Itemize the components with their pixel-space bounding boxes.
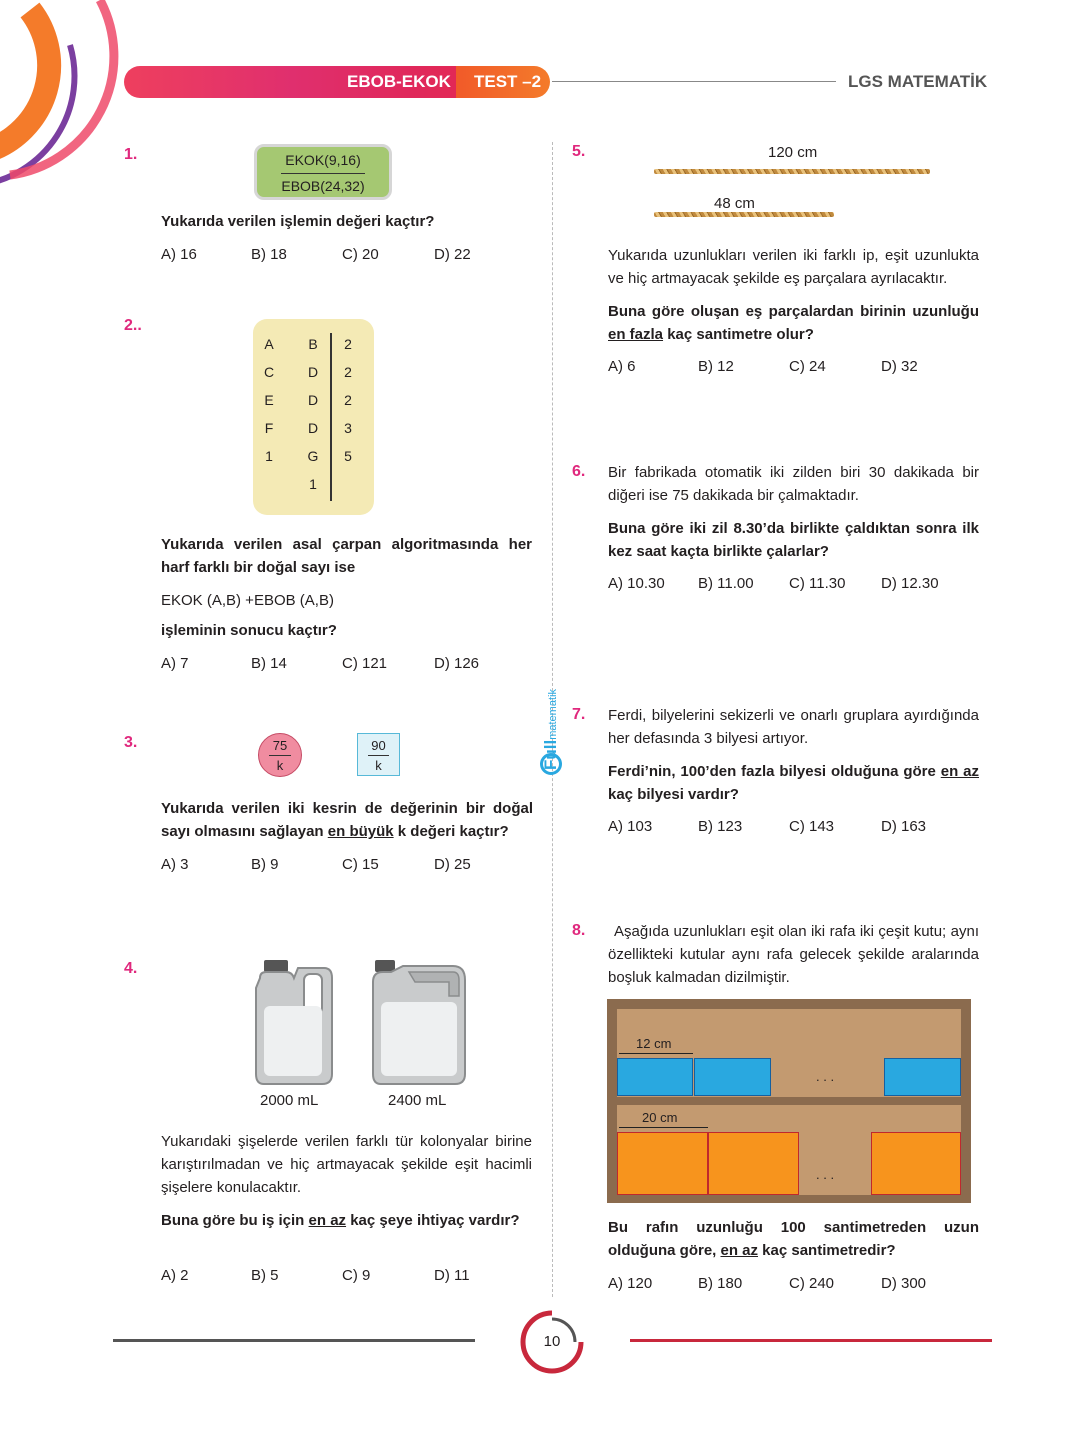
q3-number: 3.	[124, 734, 138, 751]
corner-decoration	[0, 0, 120, 200]
canister-icon	[369, 958, 469, 1086]
q4-question-a: Buna göre bu iş için	[161, 1212, 309, 1229]
q2-question2: işleminin sonucu kaçtır?	[161, 622, 337, 639]
q6-option-d[interactable]: D) 12.30	[881, 575, 939, 592]
q2-cell: 1	[265, 448, 273, 464]
brand-logo	[536, 665, 570, 780]
q8-bottom-dots: . . .	[816, 1167, 835, 1182]
footer-rule-left	[113, 1339, 475, 1342]
q2-cell: 1	[309, 476, 317, 492]
q8-top-dots: . . .	[816, 1069, 835, 1084]
q5-rope1-label: 120 cm	[768, 144, 818, 161]
q6-text: Bir fabrikada otomatik iki zilden biri 30 dakikada bir diğeri ise 75 dakikada bir çalmaktadır.	[608, 464, 979, 504]
q8-orange-box	[617, 1132, 708, 1195]
q8-orange-box	[708, 1132, 799, 1195]
q3-frac2-den: k	[375, 758, 382, 773]
q2-cell: C	[263, 364, 275, 380]
q7-option-d[interactable]: D) 163	[881, 818, 927, 835]
bottle-icon	[252, 958, 334, 1086]
q8-question-emph: en az	[720, 1242, 759, 1259]
q2-cell: D	[307, 420, 319, 436]
q6-option-c[interactable]: C) 11.30	[789, 575, 846, 592]
q8-option-b[interactable]: B) 180	[698, 1275, 743, 1292]
header-subject: LGS MATEMATİK	[848, 72, 988, 91]
q8-question-b: kaç santimetredir?	[758, 1242, 896, 1259]
q3-option-a[interactable]: A) 3	[161, 856, 189, 873]
q8-bottom-measure	[619, 1127, 708, 1128]
q5-question-b: kaç santimetre olur?	[663, 326, 814, 343]
q3-option-c[interactable]: C) 15	[342, 856, 379, 873]
q1-option-a[interactable]: A) 16	[161, 246, 197, 263]
q3-frac1-den: k	[276, 758, 284, 773]
q8-bottom-label: 20 cm	[642, 1110, 678, 1125]
q8-blue-box	[694, 1058, 771, 1096]
q5-number: 5.	[572, 143, 586, 160]
q2-option-a[interactable]: A) 7	[161, 655, 189, 672]
q5-text: Yukarıda uzunlukları verilen iki farklı ip, eşit uzunlukta ve hiç artmayacak şekilde eş parçalara ayrılacaktır.	[608, 247, 979, 287]
q2-cell: B	[308, 336, 318, 352]
q8-top-measure	[619, 1053, 693, 1054]
q4-bottle1-label: 2000 mL	[260, 1092, 319, 1109]
q7-question-b: kaç bilyesi vardır?	[608, 786, 739, 803]
q5-option-b[interactable]: B) 12	[698, 358, 734, 375]
q8-orange-box	[871, 1132, 961, 1195]
q1-option-d[interactable]: D) 22	[434, 246, 471, 263]
q7-text: Ferdi, bilyelerini sekizerli ve onarlı gruplara ayırdığında her defasında 3 bilyesi artıyor.	[608, 707, 979, 747]
q3-option-d[interactable]: D) 25	[434, 856, 471, 873]
q4-option-d[interactable]: D) 11	[434, 1267, 470, 1284]
q2-cell: E	[264, 392, 274, 408]
q2-cell: D	[307, 392, 319, 408]
q2-option-c[interactable]: C) 121	[342, 655, 388, 672]
q4-option-a[interactable]: A) 2	[161, 1267, 189, 1284]
q1-fraction-box	[254, 144, 392, 200]
q5-rope2-label: 48 cm	[714, 195, 755, 212]
page-number: 10	[543, 1333, 561, 1350]
q7-option-a[interactable]: A) 103	[608, 818, 653, 835]
q8-text: Aşağıda uzunlukları eşit olan iki rafa iki çeşit kutu; aynı özellikteki kutular aynı rafa gelecek şekilde aralarında boşluk kalmadan dizilmiştir.	[608, 923, 979, 986]
q2-option-b[interactable]: B) 14	[251, 655, 287, 672]
q4-text: Yukarıdaki şişelerde verilen farklı tür kolonyalar birine karıştırılmadan ve hiç artmayacak şekilde eşit hacimli şişelere konulacaktır.	[161, 1133, 532, 1196]
brand-sub: matematik	[547, 689, 559, 740]
q5-question	[608, 300, 979, 346]
brand-name: Full	[541, 739, 560, 770]
header-rule	[552, 81, 836, 82]
q5-rope1	[654, 169, 930, 174]
q1-option-c[interactable]: C) 20	[342, 246, 379, 263]
q8-blue-box	[617, 1058, 693, 1096]
q8-question-a: Bu rafın uzunluğu 100 santimetreden uzun olduğuna göre,	[608, 1219, 979, 1259]
q2-cell: 3	[344, 420, 352, 436]
q4-question-b: kaç şeye ihtiyaç vardır?	[346, 1212, 520, 1229]
q3-frac1-num: 75	[272, 738, 288, 753]
q2-algorithm-line	[330, 333, 332, 501]
q1-denominator: EBOB(24,32)	[281, 178, 365, 194]
q5-question-a: Buna göre oluşan eş parçalardan birinin uzunluğu	[608, 303, 979, 320]
q2-option-d[interactable]: D) 126	[434, 655, 480, 672]
q2-cell: 5	[344, 448, 352, 464]
q1-numerator: EKOK(9,16)	[285, 152, 361, 168]
q2-cell: D	[307, 364, 319, 380]
footer-rule-right	[630, 1339, 992, 1342]
q8-blue-box	[884, 1058, 961, 1096]
q3-question	[161, 797, 533, 843]
q4-question-emph: en az	[308, 1212, 347, 1229]
q1-fraction-line	[281, 173, 365, 174]
q6-option-b[interactable]: B) 11.00	[698, 575, 754, 592]
q3-square-fraction	[357, 733, 400, 776]
q8-option-c[interactable]: C) 240	[789, 1275, 835, 1292]
q5-question-emph: en fazla	[608, 326, 664, 343]
q2-cell: 2	[344, 336, 352, 352]
q8-shelf	[607, 999, 971, 1203]
q2-cell: 2	[344, 392, 352, 408]
q3-question-a: Yukarıda verilen iki kesrin de değerinin bir doğal sayı olmasını sağlayan	[161, 800, 533, 840]
q6-option-a[interactable]: A) 10.30	[608, 575, 665, 592]
q4-bottle2-label: 2400 mL	[388, 1092, 447, 1109]
q5-option-c[interactable]: C) 24	[789, 358, 826, 375]
q4-number: 4.	[124, 960, 138, 977]
q7-option-b[interactable]: B) 123	[698, 818, 743, 835]
q3-circle-fraction	[258, 733, 302, 777]
header-test: TEST –2	[474, 72, 542, 91]
q7-number: 7.	[572, 706, 586, 723]
q7-option-c[interactable]: C) 143	[789, 818, 835, 835]
q7-question-a: Ferdi’nin, 100’den fazla bilyesi olduğuna göre	[608, 763, 941, 780]
q3-frac2-num: 90	[371, 738, 386, 753]
q2-cell: A	[264, 336, 274, 352]
q6-number: 6.	[572, 463, 586, 480]
q1-option-b[interactable]: B) 18	[251, 246, 287, 263]
q8-number: 8.	[572, 922, 586, 939]
q3-frac2-line	[368, 755, 389, 756]
q1-number: 1.	[124, 146, 138, 163]
q8-option-d[interactable]: D) 300	[881, 1275, 927, 1292]
q2-number: 2..	[124, 317, 142, 334]
q4-option-c[interactable]: C) 9	[342, 1267, 371, 1284]
q7-question	[608, 760, 979, 806]
q2-algorithm-box	[253, 319, 374, 515]
q7-question-emph: en az	[940, 763, 979, 780]
q5-rope2	[654, 212, 834, 217]
q8-top-label: 12 cm	[636, 1036, 672, 1051]
q2-cell: G	[307, 448, 319, 464]
q2-cell: 2	[344, 364, 352, 380]
q3-question-emph: en büyük	[327, 823, 394, 840]
q3-question-b: k değeri kaçtır?	[393, 823, 509, 840]
q1-question: Yukarıda verilen işlemin değeri kaçtır?	[161, 213, 435, 230]
q8-option-a[interactable]: A) 120	[608, 1275, 653, 1292]
q4-question	[161, 1209, 532, 1232]
q5-option-a[interactable]: A) 6	[608, 358, 636, 375]
q3-frac1-line	[269, 755, 291, 756]
q6-question: Buna göre iki zil 8.30’da birlikte çaldıktan sonra ilk kez saat kaçta birlikte çalarlar?	[608, 520, 979, 560]
header-topic: EBOB-EKOK	[347, 72, 451, 91]
q2-question: Yukarıda verilen asal çarpan algoritmasında her harf farklı bir doğal sayı ise	[161, 536, 532, 576]
q8-question	[608, 1216, 979, 1262]
q5-option-d[interactable]: D) 32	[881, 358, 918, 375]
q2-expression: EKOK (A,B) +EBOB (A,B)	[161, 592, 334, 609]
q3-option-b[interactable]: B) 9	[251, 856, 279, 873]
q4-option-b[interactable]: B) 5	[251, 1267, 279, 1284]
q2-cell: F	[264, 420, 274, 436]
